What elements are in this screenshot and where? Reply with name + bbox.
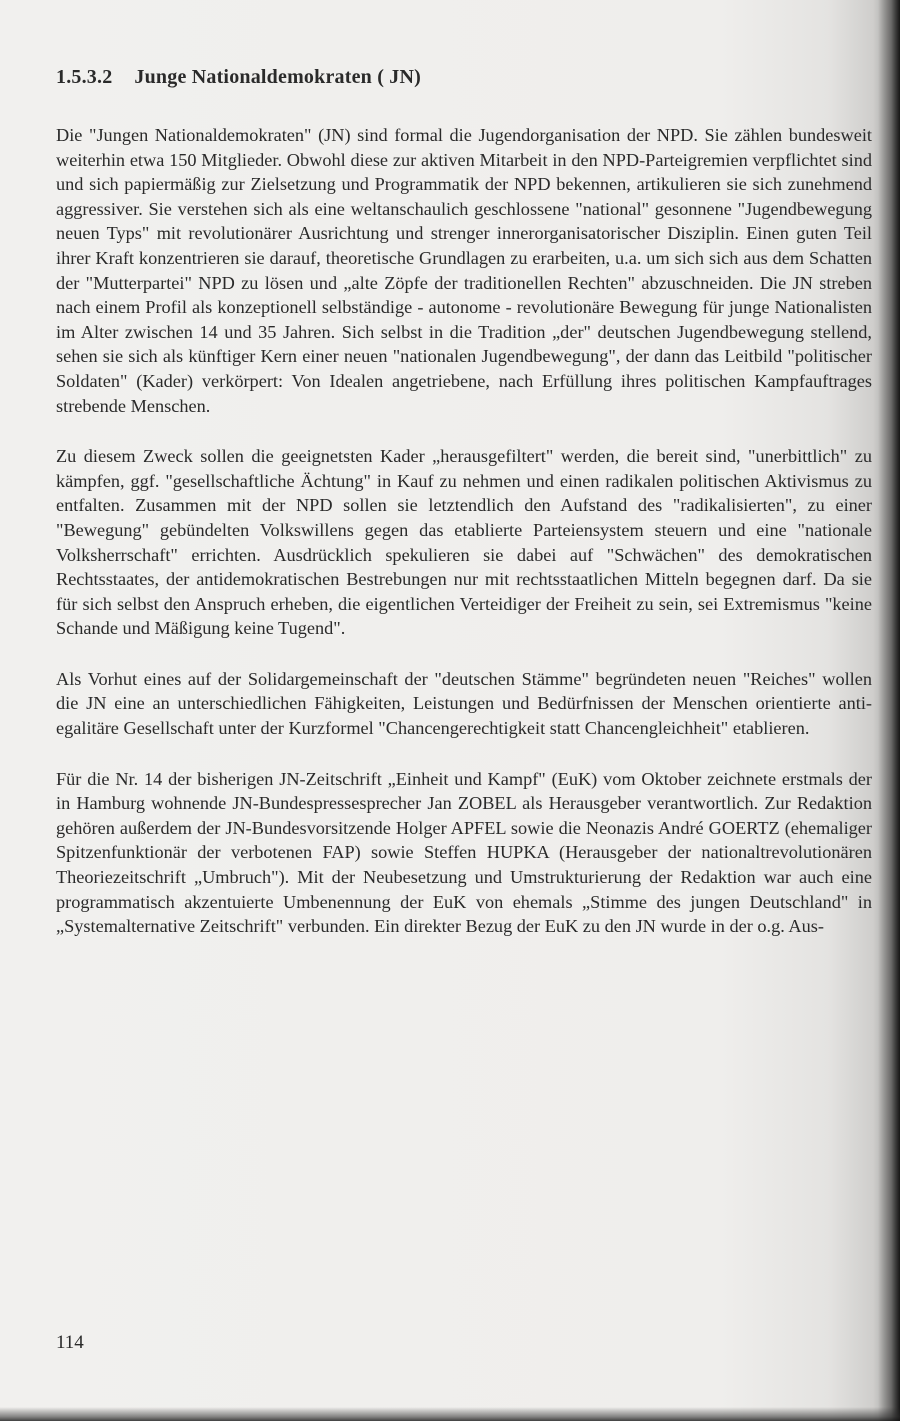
page-content (56, 66, 872, 965)
binding-shadow (878, 0, 900, 1421)
section-number: 1.5.3.2 (56, 66, 113, 88)
paragraph-3: Als Vorhut eines auf der Solidargemeinschaft der "deutschen Stämme" begründeten neuen "Reiches" wollen die JN eine an unterschiedlichen Fähigkeiten, Leistungen und Bedürfnissen der Menschen orientierte anti-egalitäre Gesellschaft unter der Kurzformel "Chancengerechtigkeit statt Chancengleichheit" etablieren. (56, 668, 872, 739)
paragraph-1: Die "Jungen Nationaldemokraten" (JN) sind formal die Jugendorganisation der NPD. Sie zählen bundesweit weiterhin etwa 150 Mitglieder. Obwohl diese zur aktiven Mitarbeit in den NPD-Parteigremien verpflichtet sind und sich papiermäßig zur Zielsetzung und Programmatik der NPD bekennen, artikulieren sie sich zunehmend aggressiver. Sie verstehen sich als eine weltanschaulich geschlossene "national" gesonnene "Jugendbewegung neuen Typs" mit revolutionärer Ausrichtung und strenger innerorganisatorischer Disziplin. Einen guten Teil ihrer Kraft konzentrieren sie darauf, theoretische Grundlagen zu erarbeiten, u.a. um sich sich aus dem Schatten der "Mutterpartei" NPD zu lösen und „alte Zöpfe der traditionellen Rechten" abzuschneiden. Die JN streben nach einem Profil als konzeptionell selbständige - autonome - revolutionäre Bewegung für junge Nationalisten im Alter zwischen 14 und 35 Jahren. Sich selbst in die Tradition „der" deutschen Jugendbewegung stellend, sehen sie sich als künftiger Kern einer neuen "nationalen Jugendbewegung", der dann das Leitbild "politischer Soldaten" (Kader) verkörpert: Von Idealen angetriebene, nach Erfüllung ihres politischen Kampfauftrages strebende Menschen. (56, 125, 872, 416)
page-number: 114 (56, 1332, 84, 1353)
section-title: Junge Nationaldemokraten ( JN) (134, 66, 421, 88)
paragraph-2: Zu diesem Zweck sollen die geeignetsten Kader „herausgefiltert" werden, die bereit sind, "unerbittlich" zu kämpfen, ggf. "gesellschaftliche Ächtung" in Kauf zu nehmen und einen radikalen politischen Aktivismus zu entfalten. Zusammen mit der NPD sollen sie letztendlich den Aufstand des "radikalisierten", zu einer "Bewegung" gebündelten Volkswillens gegen das etablierte Parteiensystem steuern und eine "nationale Volksherrschaft" errichten. Ausdrücklich spekulieren sie dabei auf "Schwächen" des demokratischen Rechtsstaates, der antidemokratischen Bestrebungen nur mit rechtsstaatlichen Mitteln begegnen darf. Da sie für sich selbst den Anspruch erheben, die eigentlichen Verteidiger der Freiheit zu sein, sei Extremismus "keine Schande und Mäßigung keine Tugend". (56, 446, 872, 639)
paragraph-4: Für die Nr. 14 der bisherigen JN-Zeitschrift „Einheit und Kampf" (EuK) vom Oktober zeichnete erstmals der in Hamburg wohnende JN-Bundespressesprecher Jan ZOBEL als Herausgeber verantwortlich. Zur Redaktion gehören außerdem der JN-Bundesvorsitzende Holger APFEL sowie die Neonazis André GOERTZ (ehemaliger Spitzenfunktionär der verbotenen FAP) sowie Steffen HUPKA (Herausgeber der nationaltrevolutionären Theoriezeitschrift „Umbruch"). Mit der Neubesetzung und Umstrukturierung der Redaktion war auch eine programmatisch akzentuierte Umbenennung der EuK von ehemals „Stimme des jungen Deutschland" in „Systemalternative Zeitschrift" verbunden. Ein direkter Bezug der EuK zu den JN wurde in der o.g. Aus- (56, 768, 872, 937)
page-bottom-shadow (0, 1407, 900, 1421)
section-heading (56, 66, 872, 89)
